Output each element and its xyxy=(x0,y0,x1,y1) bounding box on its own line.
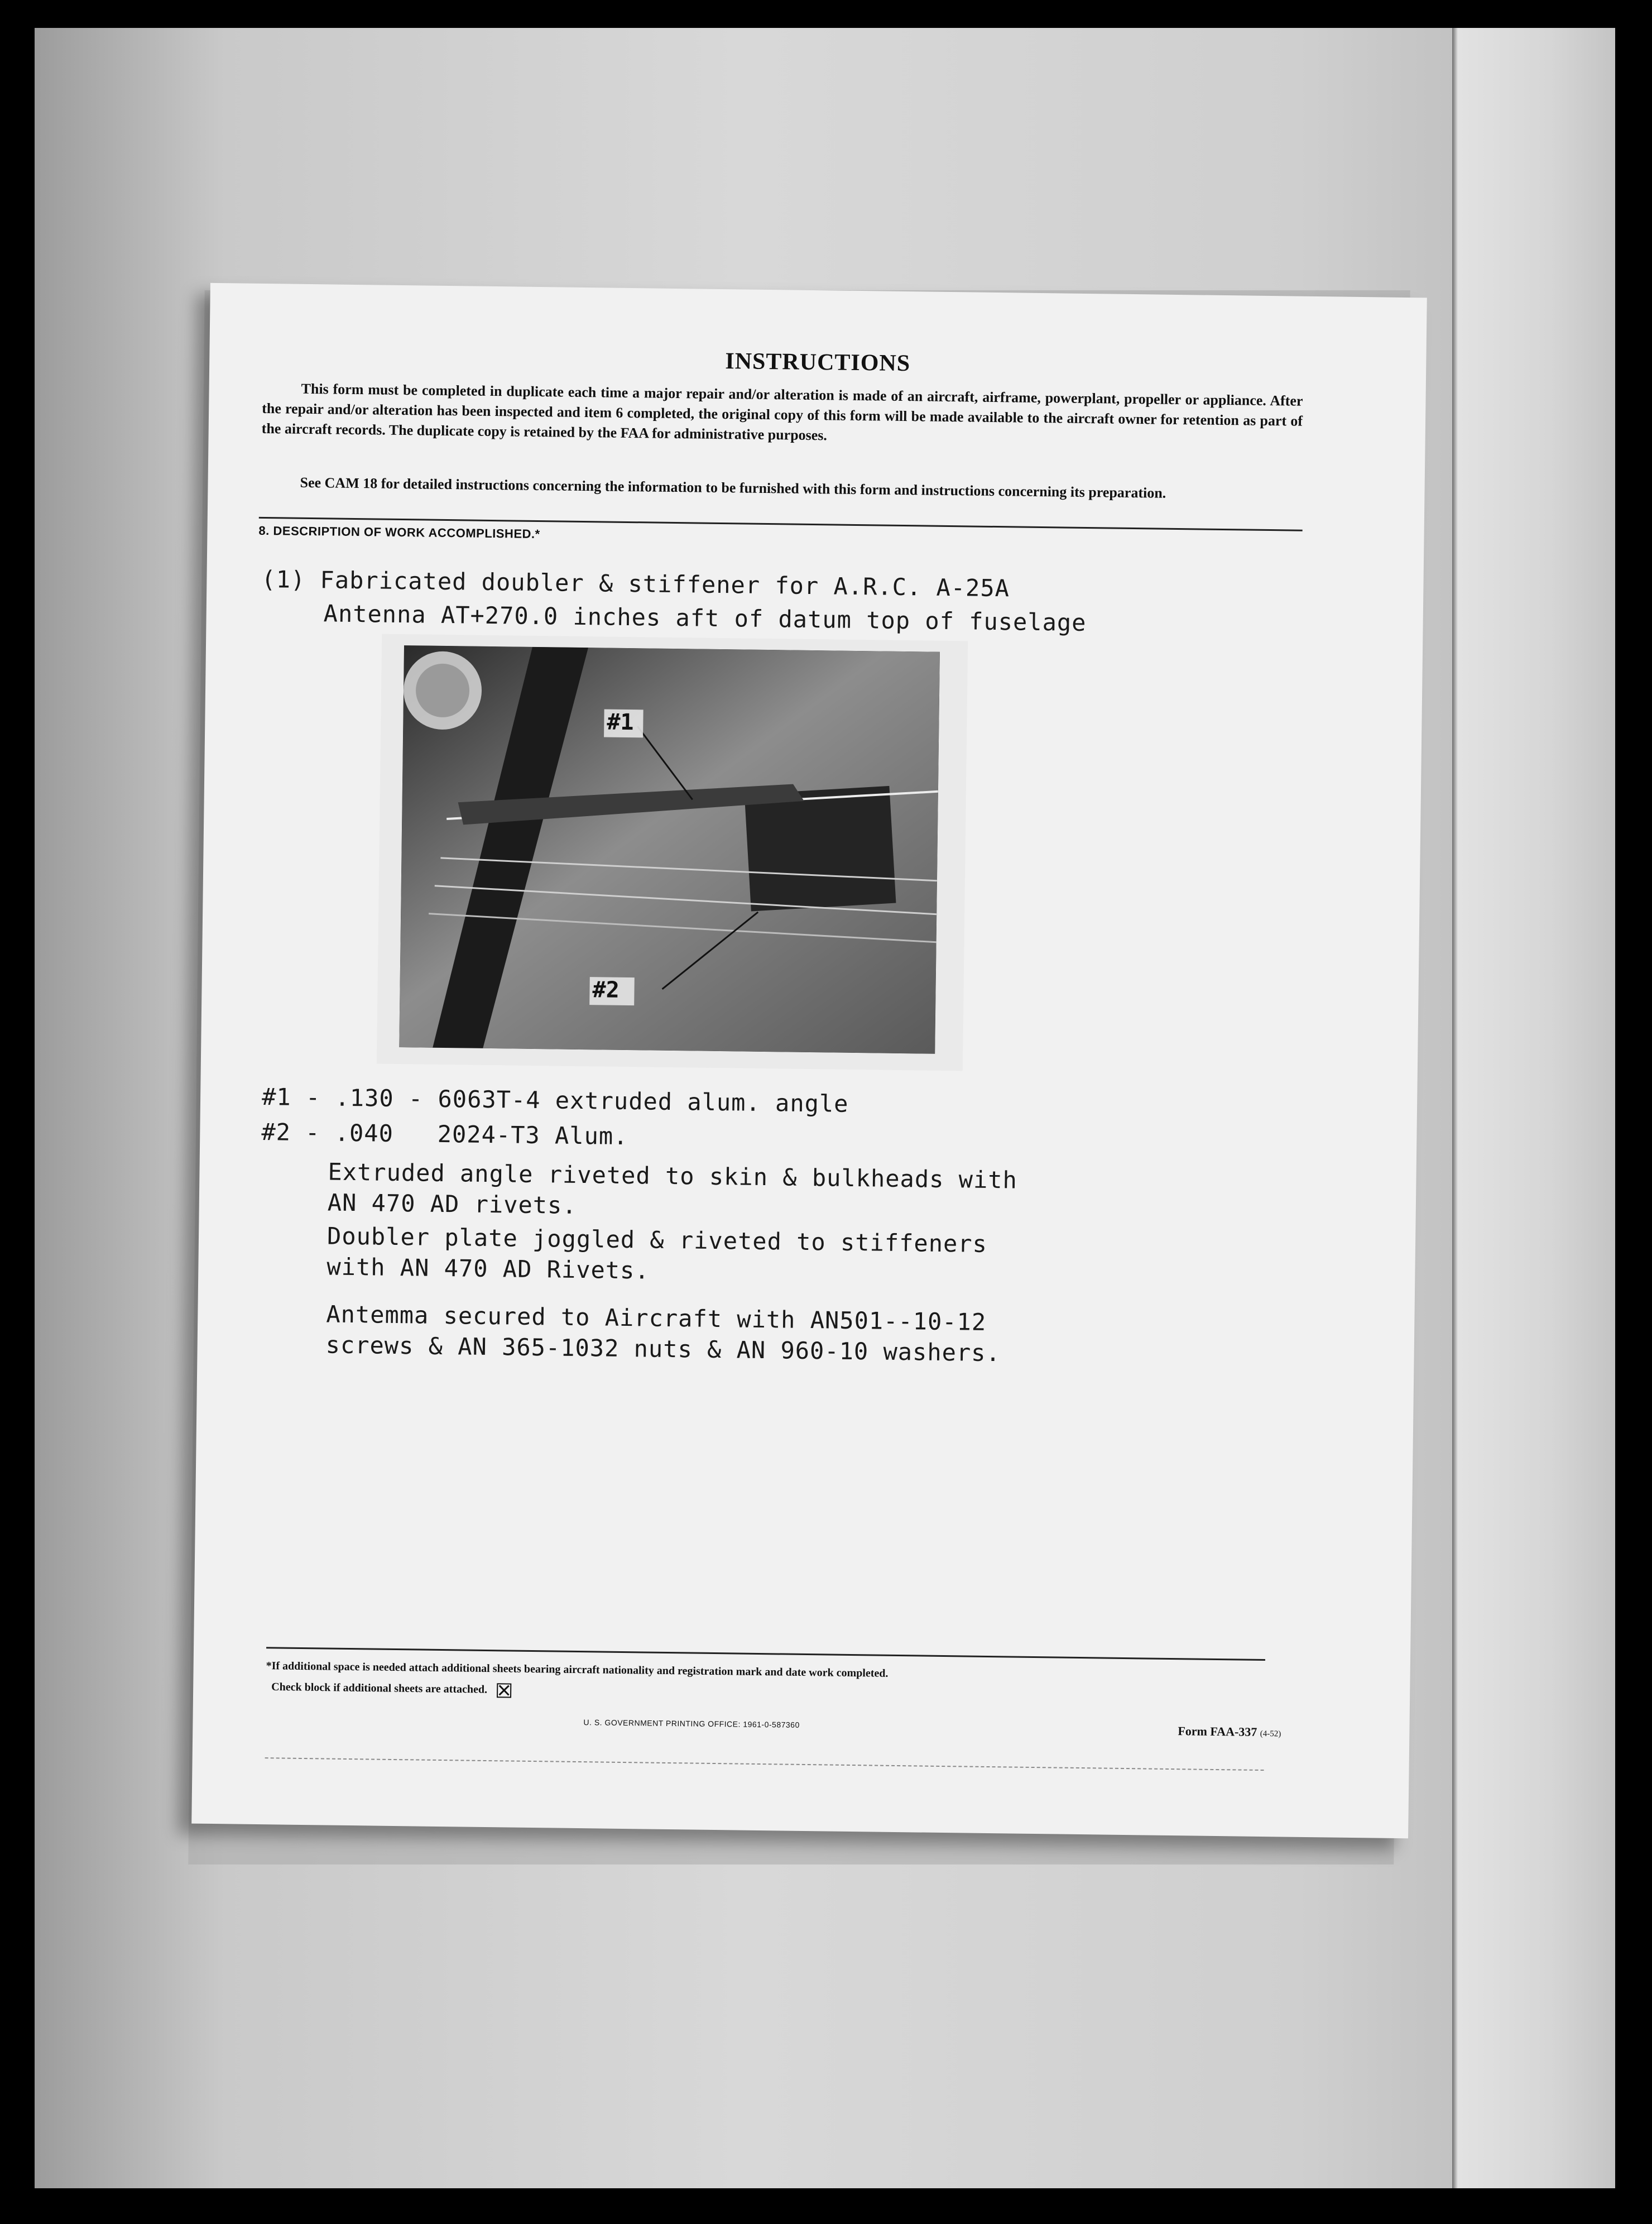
form-number-label: Form FAA-337 xyxy=(1178,1724,1257,1739)
description-line-3: Doubler plate joggled & riveted to stiffeners xyxy=(326,1222,988,1258)
description-line-5: Antemma secured to Aircraft with AN501--10-12 xyxy=(326,1300,987,1336)
instructions-paragraph-2: See CAM 18 for detailed instructions concerning the information to be furnished with this form and instructions concerning its preparation. xyxy=(300,474,1166,501)
antenna-photo xyxy=(399,645,940,1054)
section-heading: 8. DESCRIPTION OF WORK ACCOMPLISHED.* xyxy=(258,523,540,541)
additional-sheets-label: Check block if additional sheets are attached. xyxy=(271,1680,488,1696)
perforation-line xyxy=(265,1757,1264,1771)
additional-sheets-checkbox[interactable] xyxy=(497,1683,511,1698)
photo-image xyxy=(399,645,940,1054)
instructions-paragraph-1: This form must be completed in duplicate each time a major repair and/or alteration is made of an aircraft, airframe, powerplant, propeller or appliance. After the repair and/or alteration has been inspected and item 6 completed, the original copy of this form will be made available to the aircraft owner for retention as part of the aircraft records. The duplicate copy is retained by the FAA for administrative purposes. xyxy=(261,380,1303,444)
printing-office-line: U. S. GOVERNMENT PRINTING OFFICE: 1961-0-587360 xyxy=(583,1718,800,1729)
form-page xyxy=(191,283,1427,1838)
instructions-title: INSTRUCTIONS xyxy=(725,348,911,377)
material-item-1: #1 - .130 - 6063T-4 extruded alum. angle xyxy=(261,1083,849,1118)
description-line-1: Extruded angle riveted to skin & bulkheads with xyxy=(328,1158,1018,1194)
footer-note: *If additional space is needed attach additional sheets bearing aircraft nationality and registration mark and date work completed. xyxy=(266,1660,889,1680)
work-line-2: Antenna AT+270.0 inches aft of datum top of fuselage xyxy=(323,600,1087,637)
antenna-photo-clipping xyxy=(377,634,968,1071)
footer-divider xyxy=(266,1647,1265,1661)
photo-label-2: #2 xyxy=(592,977,620,1003)
description-line-4: with AN 470 AD Rivets. xyxy=(326,1253,650,1284)
additional-sheets-row xyxy=(271,1680,511,1698)
material-item-2: #2 - .040 2024-T3 Alum. xyxy=(261,1118,628,1151)
description-line-2: AN 470 AD rivets. xyxy=(327,1188,577,1219)
form-number xyxy=(1178,1724,1281,1739)
description-line-6: screws & AN 365-1032 nuts & AN 960-10 washers. xyxy=(325,1331,1001,1367)
photo-label-1: #1 xyxy=(607,709,634,736)
form-revision-date: (4-52) xyxy=(1260,1729,1281,1739)
work-line-1: (1) Fabricated doubler & stiffener for A.R.C. A-25A xyxy=(261,565,1010,602)
backing-strip xyxy=(1452,28,1615,2188)
